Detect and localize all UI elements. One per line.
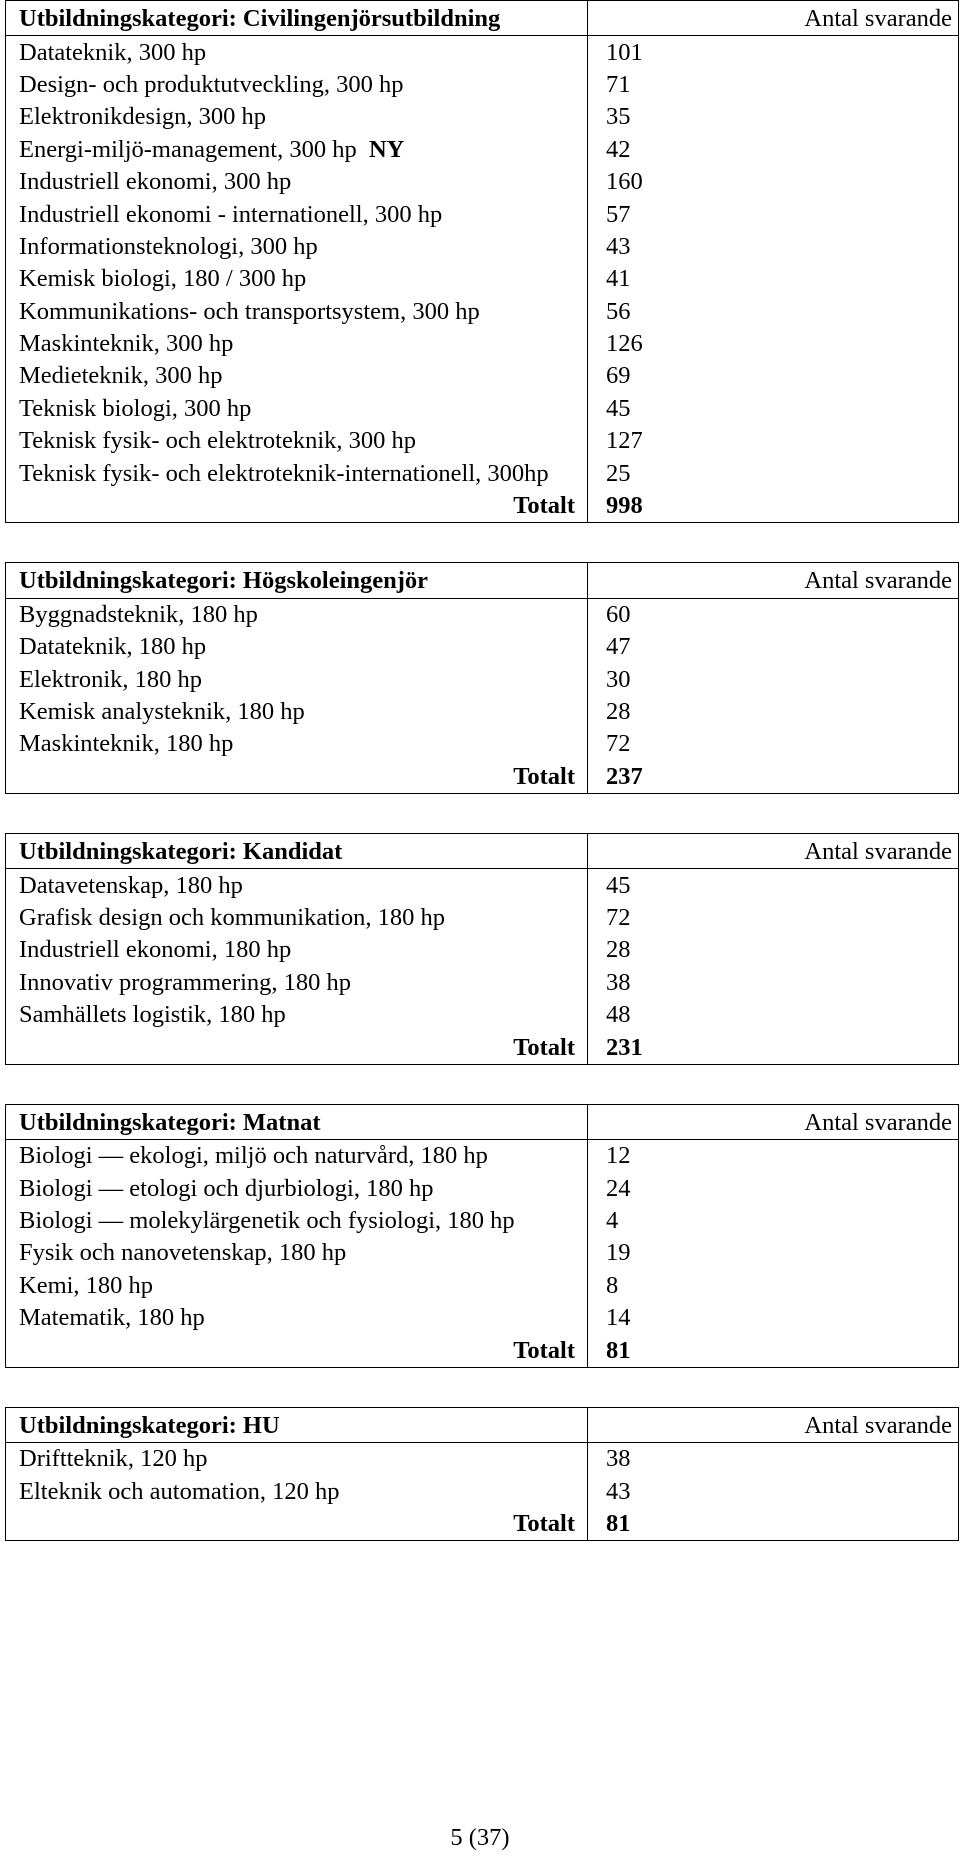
program-cell (6, 1205, 588, 1237)
table-row (6, 296, 959, 328)
category-table (5, 833, 959, 1065)
respondent-count: 69 (588, 360, 959, 392)
total-row (6, 1334, 959, 1367)
respondent-count: 4 (588, 1205, 959, 1237)
program-cell (6, 1476, 588, 1508)
program-cell (6, 263, 588, 295)
program-cell (6, 296, 588, 328)
table-row (6, 663, 959, 695)
respondent-count: 101 (588, 36, 959, 69)
program-name: Kemisk analysteknik, 180 hp (19, 698, 305, 725)
program-name: Kommunikations- och transportsystem, 300 hp (19, 297, 480, 325)
table-row (6, 999, 959, 1031)
program-name: Teknisk fysik- och elektroteknik-internationell, 300hp (19, 459, 549, 487)
total-label: Totalt (6, 1334, 588, 1367)
table-spacer (5, 1065, 958, 1104)
program-cell (6, 1237, 588, 1269)
total-value: 81 (588, 1508, 959, 1541)
program-name: Samhällets logistik, 180 hp (19, 1001, 286, 1029)
program-name: Informationsteknologi, 300 hp (19, 232, 318, 260)
total-row (6, 1031, 959, 1064)
table-row (6, 166, 959, 198)
table-row (6, 696, 959, 728)
program-cell (6, 457, 588, 489)
respondent-count: 24 (588, 1173, 959, 1205)
table-row (6, 598, 959, 631)
program-cell (6, 696, 588, 728)
respondent-count: 72 (588, 728, 959, 760)
table-row (6, 425, 959, 457)
program-name: Biologi — ekologi, miljö och naturvård, 180 hp (19, 1142, 488, 1170)
program-name: Fysik och nanovetenskap, 180 hp (19, 1239, 347, 1267)
program-cell (6, 231, 588, 263)
program-name: Design- och produktutveckling, 300 hp (19, 70, 404, 98)
total-row (6, 761, 959, 794)
program-cell (6, 36, 588, 69)
category-table (5, 0, 959, 523)
survey-tables (5, 0, 958, 1541)
respondent-count: 126 (588, 328, 959, 360)
program-cell (6, 1173, 588, 1205)
table-row (6, 360, 959, 392)
program-name: Maskinteknik, 180 hp (19, 730, 234, 758)
program-cell (6, 425, 588, 457)
table-row (6, 1476, 959, 1508)
table-row (6, 1237, 959, 1269)
table-row (6, 69, 959, 101)
table-row (6, 967, 959, 999)
program-cell (6, 1270, 588, 1302)
program-cell (6, 934, 588, 966)
program-cell (6, 902, 588, 934)
program-name: Grafisk design och kommunikation, 180 hp (19, 903, 445, 931)
count-column-header: Antal svarande (588, 563, 959, 598)
new-program-badge: NY (368, 135, 405, 163)
respondent-count: 12 (588, 1140, 959, 1173)
category-title: Utbildningskategori: Högskoleingenjör (6, 563, 588, 598)
program-cell (6, 663, 588, 695)
total-value: 998 (588, 490, 959, 523)
program-name: Elteknik och automation, 120 hp (19, 1477, 340, 1505)
respondent-count: 43 (588, 231, 959, 263)
category-title: Utbildningskategori: HU (6, 1407, 588, 1442)
program-name: Industriell ekonomi, 180 hp (19, 936, 292, 964)
program-cell (6, 598, 588, 631)
total-row (6, 490, 959, 523)
table-row (6, 1173, 959, 1205)
respondent-count: 47 (588, 631, 959, 663)
count-column-header: Antal svarande (588, 833, 959, 868)
table-row (6, 1302, 959, 1334)
table-row (6, 902, 959, 934)
respondent-count: 45 (588, 869, 959, 902)
respondent-count: 25 (588, 457, 959, 489)
category-table (5, 562, 959, 794)
table-row (6, 393, 959, 425)
program-cell (6, 631, 588, 663)
count-column-header: Antal svarande (588, 1, 959, 36)
program-name: Industriell ekonomi - internationell, 300 hp (19, 200, 443, 228)
category-header-row (6, 1407, 959, 1442)
respondent-count: 19 (588, 1237, 959, 1269)
program-cell (6, 198, 588, 230)
category-table (5, 1407, 959, 1542)
program-name: Biologi — molekylärgenetik och fysiologi, 180 hp (19, 1207, 515, 1235)
program-cell (6, 728, 588, 760)
category-header-row (6, 833, 959, 868)
program-cell (6, 1443, 588, 1476)
table-row (6, 231, 959, 263)
table-row (6, 198, 959, 230)
respondent-count: 43 (588, 1476, 959, 1508)
table-row (6, 263, 959, 295)
program-cell (6, 999, 588, 1031)
respondent-count: 45 (588, 393, 959, 425)
table-row (6, 36, 959, 69)
total-label: Totalt (6, 1031, 588, 1064)
total-value: 231 (588, 1031, 959, 1064)
program-cell (6, 360, 588, 392)
category-title: Utbildningskategori: Kandidat (6, 833, 588, 868)
category-table (5, 1104, 959, 1368)
program-name: Maskinteknik, 300 hp (19, 330, 234, 358)
table-row (6, 1205, 959, 1237)
program-cell (6, 166, 588, 198)
program-name: Driftteknik, 120 hp (19, 1445, 208, 1473)
respondent-count: 28 (588, 934, 959, 966)
respondent-count: 56 (588, 296, 959, 328)
count-column-header: Antal svarande (588, 1104, 959, 1139)
program-name: Datateknik, 180 hp (19, 633, 207, 661)
category-title: Utbildningskategori: Civilingenjörsutbildning (6, 1, 588, 36)
total-value: 237 (588, 761, 959, 794)
respondent-count: 57 (588, 198, 959, 230)
table-row (6, 457, 959, 489)
program-cell (6, 69, 588, 101)
respondent-count: 30 (588, 663, 959, 695)
respondent-count: 28 (588, 696, 959, 728)
program-name: Byggnadsteknik, 180 hp (19, 600, 258, 628)
respondent-count: 72 (588, 902, 959, 934)
total-label: Totalt (6, 490, 588, 523)
respondent-count: 48 (588, 999, 959, 1031)
category-header-row (6, 563, 959, 598)
program-name: Datavetenskap, 180 hp (19, 871, 243, 899)
page-number: 5 (37) (450, 1824, 510, 1851)
table-row (6, 328, 959, 360)
program-cell (6, 134, 588, 166)
program-name: Innovativ programmering, 180 hp (19, 968, 352, 996)
respondent-count: 71 (588, 69, 959, 101)
program-name: Datateknik, 300 hp (19, 38, 207, 66)
program-name: Medieteknik, 300 hp (19, 362, 223, 390)
category-header-row (6, 1104, 959, 1139)
program-name: Elektronikdesign, 300 hp (19, 103, 267, 131)
program-cell (6, 101, 588, 133)
program-name: Teknisk fysik- och elektroteknik, 300 hp (19, 427, 417, 455)
respondent-count: 160 (588, 166, 959, 198)
program-name: Industriell ekonomi, 300 hp (19, 168, 292, 196)
program-name: Kemisk biologi, 180 / 300 hp (19, 265, 307, 293)
table-row (6, 869, 959, 902)
program-cell (6, 1140, 588, 1173)
respondent-count: 14 (588, 1302, 959, 1334)
program-name: Kemi, 180 hp (19, 1271, 154, 1299)
program-cell (6, 328, 588, 360)
count-column-header: Antal svarande (588, 1407, 959, 1442)
program-cell (6, 967, 588, 999)
respondent-count: 41 (588, 263, 959, 295)
program-cell (6, 393, 588, 425)
category-header-row (6, 1, 959, 36)
table-row (6, 631, 959, 663)
table-spacer (5, 794, 958, 833)
table-row (6, 1443, 959, 1476)
program-cell (6, 1302, 588, 1334)
program-name: Energi-miljö-management, 300 hp (19, 135, 357, 163)
respondent-count: 60 (588, 598, 959, 631)
total-label: Totalt (6, 761, 588, 794)
respondent-count: 42 (588, 134, 959, 166)
program-name: Elektronik, 180 hp (19, 665, 203, 693)
total-value: 81 (588, 1334, 959, 1367)
table-row (6, 1270, 959, 1302)
total-row (6, 1508, 959, 1541)
table-row (6, 728, 959, 760)
table-row (6, 1140, 959, 1173)
table-row (6, 134, 959, 166)
program-cell (6, 869, 588, 902)
respondent-count: 38 (588, 967, 959, 999)
category-title: Utbildningskategori: Matnat (6, 1104, 588, 1139)
respondent-count: 127 (588, 425, 959, 457)
respondent-count: 38 (588, 1443, 959, 1476)
respondent-count: 8 (588, 1270, 959, 1302)
program-name: Biologi — etologi och djurbiologi, 180 hp (19, 1174, 434, 1202)
table-spacer (5, 1368, 958, 1407)
table-spacer (5, 523, 958, 562)
respondent-count: 35 (588, 101, 959, 133)
program-name: Matematik, 180 hp (19, 1304, 205, 1332)
program-name: Teknisk biologi, 300 hp (19, 394, 252, 422)
table-row (6, 934, 959, 966)
total-label: Totalt (6, 1508, 588, 1541)
table-row (6, 101, 959, 133)
